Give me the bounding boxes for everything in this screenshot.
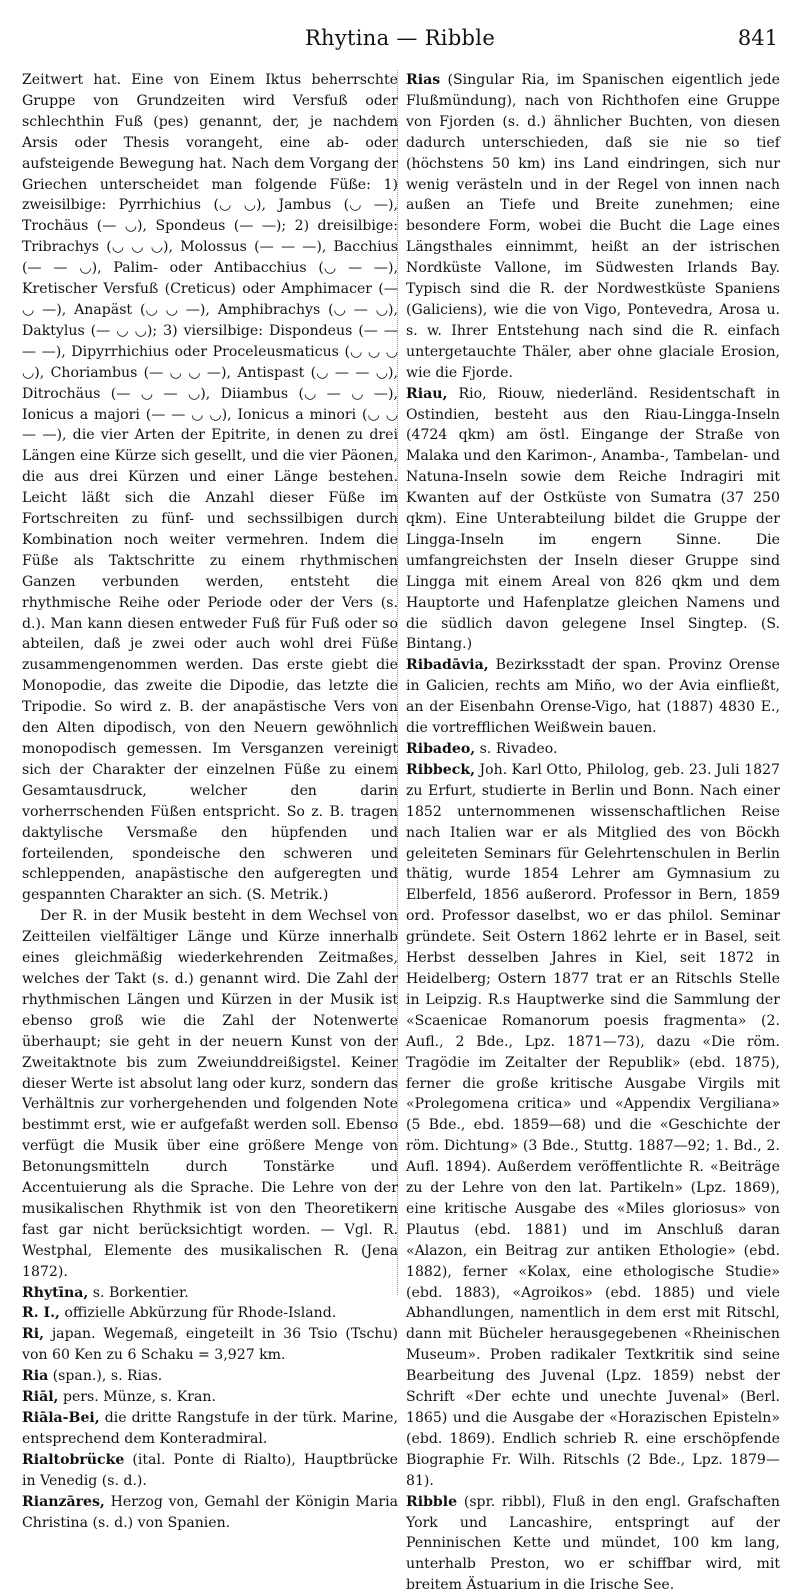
- entry-text: (ital. Ponte di Rialto), Hauptbrücke in Venedig (s. d.).: [22, 1451, 398, 1489]
- entry-text: offizielle Abkürzung für Rhode-Island.: [59, 1305, 337, 1322]
- headword: Riau,: [406, 385, 448, 402]
- headword: Rias: [406, 72, 441, 88]
- entry-paragraph: [22, 906, 398, 1282]
- entry-riala-bei: [22, 1408, 398, 1450]
- entry-rialtobruecke: [22, 1450, 398, 1492]
- entry-ribadeo: [406, 739, 780, 760]
- entry-text: (Singular Ria, im Spanischen eigentlich jede Flußmündung), nach von Richthofen eine Gruppe von Fjorden (s. d.) ähnlicher Buchten, von diesen dadurch unterschieden, daß sie nie so tief (höchstens 50 km) ins Land eindringen, sich nur wenig verästeln und in der Regel von innen nach außen an Tiefe und Breite zunehmen; eine besondere Form, wobei die Bucht die Lage eines Längsthales einnimmt, heißt an der istrischen Nordküste Vallone, im Südwesten Irlands Bay. Typisch sind die R. der Nordwestküste Spaniens (Galiciens), wie die von Vigo, Pontevedra, Arosa u. s. w. Ihrer Entstehung nach sind die R. einfach untergetauchte Thäler, aber ohne glaciale Erosion, wie die Fjorde.: [406, 72, 780, 381]
- entry-riau: [406, 384, 780, 656]
- entry-text: Herzog von, Gemahl der Königin Maria Christina (s. d.) von Spanien.: [22, 1493, 398, 1531]
- running-title: Rhytina — Ribble: [304, 26, 496, 50]
- entry-rianzares: [22, 1492, 398, 1534]
- entry-ria: [22, 1366, 398, 1387]
- entry-ribadavia: [406, 655, 780, 739]
- entry-text: s. Rivadeo.: [475, 741, 558, 757]
- headword: R. I.,: [22, 1305, 60, 1322]
- headword: Rianzāres,: [22, 1493, 105, 1510]
- entry-text: Rio, Riouw, niederländ. Residentschaft in Ostindien, besteht aus den Riau-Lingga-Inseln (4724 qkm) am östl. Eingange der Straße von Malaka und den Karimon-, Anamba-, Tambelan- und Natuna-Inseln sowie dem Reiche Indragiri mit Kwanten auf der Ostküste von Sumatra (37 250 qkm). Eine Unterabteilung bildet die Gruppe der Lingga-Inseln im engern Sinne. Die umfangreichsten der Inseln dieser Gruppe sind Lingga mit einem Areal von 826 qkm und dem Hauptorte und Hafenplatze gleichen Namens und die südlich davon gelegene Insel Singtep. (S. Bintang.): [406, 385, 780, 653]
- entry-ri: [22, 1324, 398, 1366]
- headword: Riāla-Bei,: [22, 1410, 100, 1426]
- entry-text: japan. Wegemaß, eingeteilt in 36 Tsio (Tschu) von 60 Ken zu 6 Schaku = 3,927 km.: [22, 1326, 398, 1364]
- entry-ri-abbrev: [22, 1303, 398, 1324]
- entry-text: die dritte Rangstufe in der türk. Marine, entsprechend dem Konteradmiral.: [22, 1410, 398, 1447]
- entry-text: Joh. Karl Otto, Philolog, geb. 23. Juli 1827 zu Erfurt, studierte in Berlin und Bonn. Nach einer 1852 unternommenen wissenschaftlichen Reise nach Italien war er als Mitglied des von Böckh geleiteten Seminars für Gelehrtenschulen in Berlin thätig, wurde 1854 Lehrer am Gymnasium zu Elberfeld, 1856 außerord. Professor in Bern, 1859 ord. Professor daselbst, wo er das philol. Seminar gründete. Seit Ostern 1862 lehrte er in Basel, seit Herbst desselben Jahres in Kiel, seit 1872 in Heidelberg; Ostern 1877 trat er an Ritschls Stelle in Leipzig. R.s Hauptwerke sind die Sammlung der «Scaenicae Romanorum poesis fragmenta» (2. Aufl., 2 Bde., Lpz. 1871—73), dazu «Die röm. Tragödie im Zeitalter der Republik» (ebd. 1875), ferner die große kritische Ausgabe Virgils mit «Prolegomena critica» und «Appendix Vergiliana» (5 Bde., ebd. 1859—68) und die «Geschichte der röm. Dichtung» (3 Bde., Stuttg. 1887—92; 1. Bd., 2. Aufl. 1894). Außerdem veröffentlichte R. «Beiträge zu der Lehre von den lat. Partikeln» (Lpz. 1869), eine kritische Ausgabe des «Miles gloriosus» von Plautus (ebd. 1881) und im Anschluß daran «Alazon, ein Beitrag zur antiken Ethologie» (ebd. 1882), ferner «Kolax, eine ethologische Studie» (ebd. 1883), «Agroikos» (ebd. 1885) und viele Abhandlungen, namentlich in dem erst mit Ritschl, dann mit Bücheler herausgegebenen «Rheinischen Museum». Proben radikaler Textkritik sind seine Bearbeitung des Juvenal (Lpz. 1859) nebst der Schrift «Der echte und unechte Juvenal» (Berl. 1865) und die Ausgabe der «Horazischen Episteln» (ebd. 1869). Endlich schrieb R. eine erschöpfende Biographie Fr. Wilh. Ritschls (2 Bde., Lpz. 1879—81).: [406, 761, 780, 1489]
- headword: Ribble: [406, 1493, 458, 1510]
- headword: Ri,: [22, 1326, 44, 1343]
- entry-ribble: [406, 1492, 780, 1596]
- entry-text: (spr. ribbl), Fluß in den engl. Grafschaften York und Lancashire, entspringt auf der Penninischen Kette und mündet, 100 km lang, unterhalb Preston, wo er schiffbar wird, mit breitem Ästuarium in die Irische See.: [406, 1493, 780, 1594]
- headword: Rialtobrücke: [22, 1451, 125, 1468]
- entry-rhytina: [22, 1283, 398, 1304]
- entry-continuation: [22, 70, 398, 906]
- headword: Ribadāvia,: [406, 657, 489, 674]
- headword: Ria: [22, 1368, 49, 1385]
- headword: Ribbeck,: [406, 761, 475, 778]
- entry-rial: [22, 1387, 398, 1408]
- entry-text: (span.), s. Rias.: [48, 1368, 163, 1385]
- page-number: 841: [737, 26, 778, 50]
- entry-ribbeck: [406, 760, 780, 1492]
- right-column: [406, 70, 780, 1596]
- headword: Riāl,: [22, 1389, 59, 1406]
- entry-text: pers. Münze, s. Kran.: [58, 1389, 216, 1406]
- headword: Rhytīna,: [22, 1284, 89, 1301]
- entry-text: Zeitwert hat. Eine von Einem Iktus beherrschte Gruppe von Grundzeiten wird Versfuß oder schlechthin Fuß (pes) genannt, der, je nachdem Arsis oder Thesis vorangeht, eine ab- oder aufsteigende Bewegung hat. Nach dem Vorgang der Griechen unterscheidet man folgende Füße: 1) zweisilbige: Pyrrhichius (◡ ◡), Jambus (◡ —), Trochäus (— ◡), Spondeus (— —); 2) dreisilbige: Tribrachys (◡ ◡ ◡), Molossus (— — —), Bacchius (— — ◡), Palim- oder Antibacchius (◡ — —), Kretischer Versfuß (Creticus) oder Amphimacer (— ◡ —), Anapäst (◡ ◡ —), Amphibrachys (◡ — ◡), Daktylus (— ◡ ◡); 3) viersilbige: Dispondeus (— — — —), Dipyrrhichius oder Proceleusmaticus (◡ ◡ ◡ ◡), Choriambus (— ◡ ◡ —), Antispast (◡ — — ◡), Ditrochäus (— ◡ — ◡), Diiambus (◡ — ◡ —), Ionicus a majori (— — ◡ ◡), Ionicus a minori (◡ ◡ — —), die vier Arten der Epitrite, in denen zu drei Längen eine Kürze sich gesellt, und die vier Päonen, die aus drei Kürzen und einer Länge bestehen. Leicht läßt sich die Anzahl dieser Füße im Fortschreiten zu fünf- und sechssilbigen durch Kombination noch weiter vermehren. Indem die Füße als Taktschritte zu einem rhythmischen Ganzen verbunden werden, entsteht die rhythmische Reihe oder Periode oder der Vers (s. d.). Man kann diesen entweder Fuß für Fuß oder so abteilen, daß je zwei oder auch wohl drei Füße zusammengenommen werden. Das erste giebt die Monopodie, das zweite die Dipodie, das letzte die Tripodie. So wird z. B. der anapästische Vers von den Alten dipodisch, von den Neuern gewöhnlich monopodisch gemessen. Im Versganzen vereinigt sich der Charakter der einzelnen Füße zu einem Gesamtausdruck, welcher den darin vorherrschenden Füßen entspricht. So z. B. tragen daktylische Versmaße den hüpfenden und forteilenden, spondeische den schweren und schleppenden, anapästische den aufgeregten und gespannten Charakter an sich. (S. Metrik.): [22, 72, 398, 904]
- entry-text: s. Borkentier.: [88, 1284, 189, 1301]
- entry-rias: [406, 70, 780, 384]
- left-column: [22, 70, 398, 1533]
- entry-text: Der R. in der Musik besteht in dem Wechsel von Zeitteilen vielfältiger Länge und Kürze innerhalb eines gleichmäßig wiederkehrenden Zeitmaßes, welches der Takt (s. d.) genannt wird. Die Zahl der rhythmischen Längen und Kürzen in der Musik ist ebenso groß wie die Zahl der Notenwerte überhaupt; sie geht in der neuern Kunst von der Zweitaktnote bis zum Zweiunddreißigstel. Keiner dieser Werte ist absolut lang oder kurz, sondern das Verhältnis zur vorhergehenden und folgenden Note bestimmt erst, wie er aufgefaßt werden soll. Ebenso verfügt die Musik über eine größere Menge von Betonungsmitteln durch Tonstärke und Accentuierung als die Sprache. Die Lehre von der musikalischen Rhythmik ist von den Theoretikern fast gar nicht berücksichtigt worden. — Vgl. R. Westphal, Elemente des musikalischen R. (Jena 1872).: [22, 908, 398, 1280]
- page-header: [0, 0, 800, 58]
- headword: Ribadeo,: [406, 741, 476, 757]
- entry-text: Bezirksstadt der span. Provinz Orense in Galicien, rechts am Miño, wo der Avia einfließt, an der Eisenbahn Orense-Vigo, hat (1887) 4830 E., die vortrefflichen Weißwein bauen.: [406, 657, 780, 737]
